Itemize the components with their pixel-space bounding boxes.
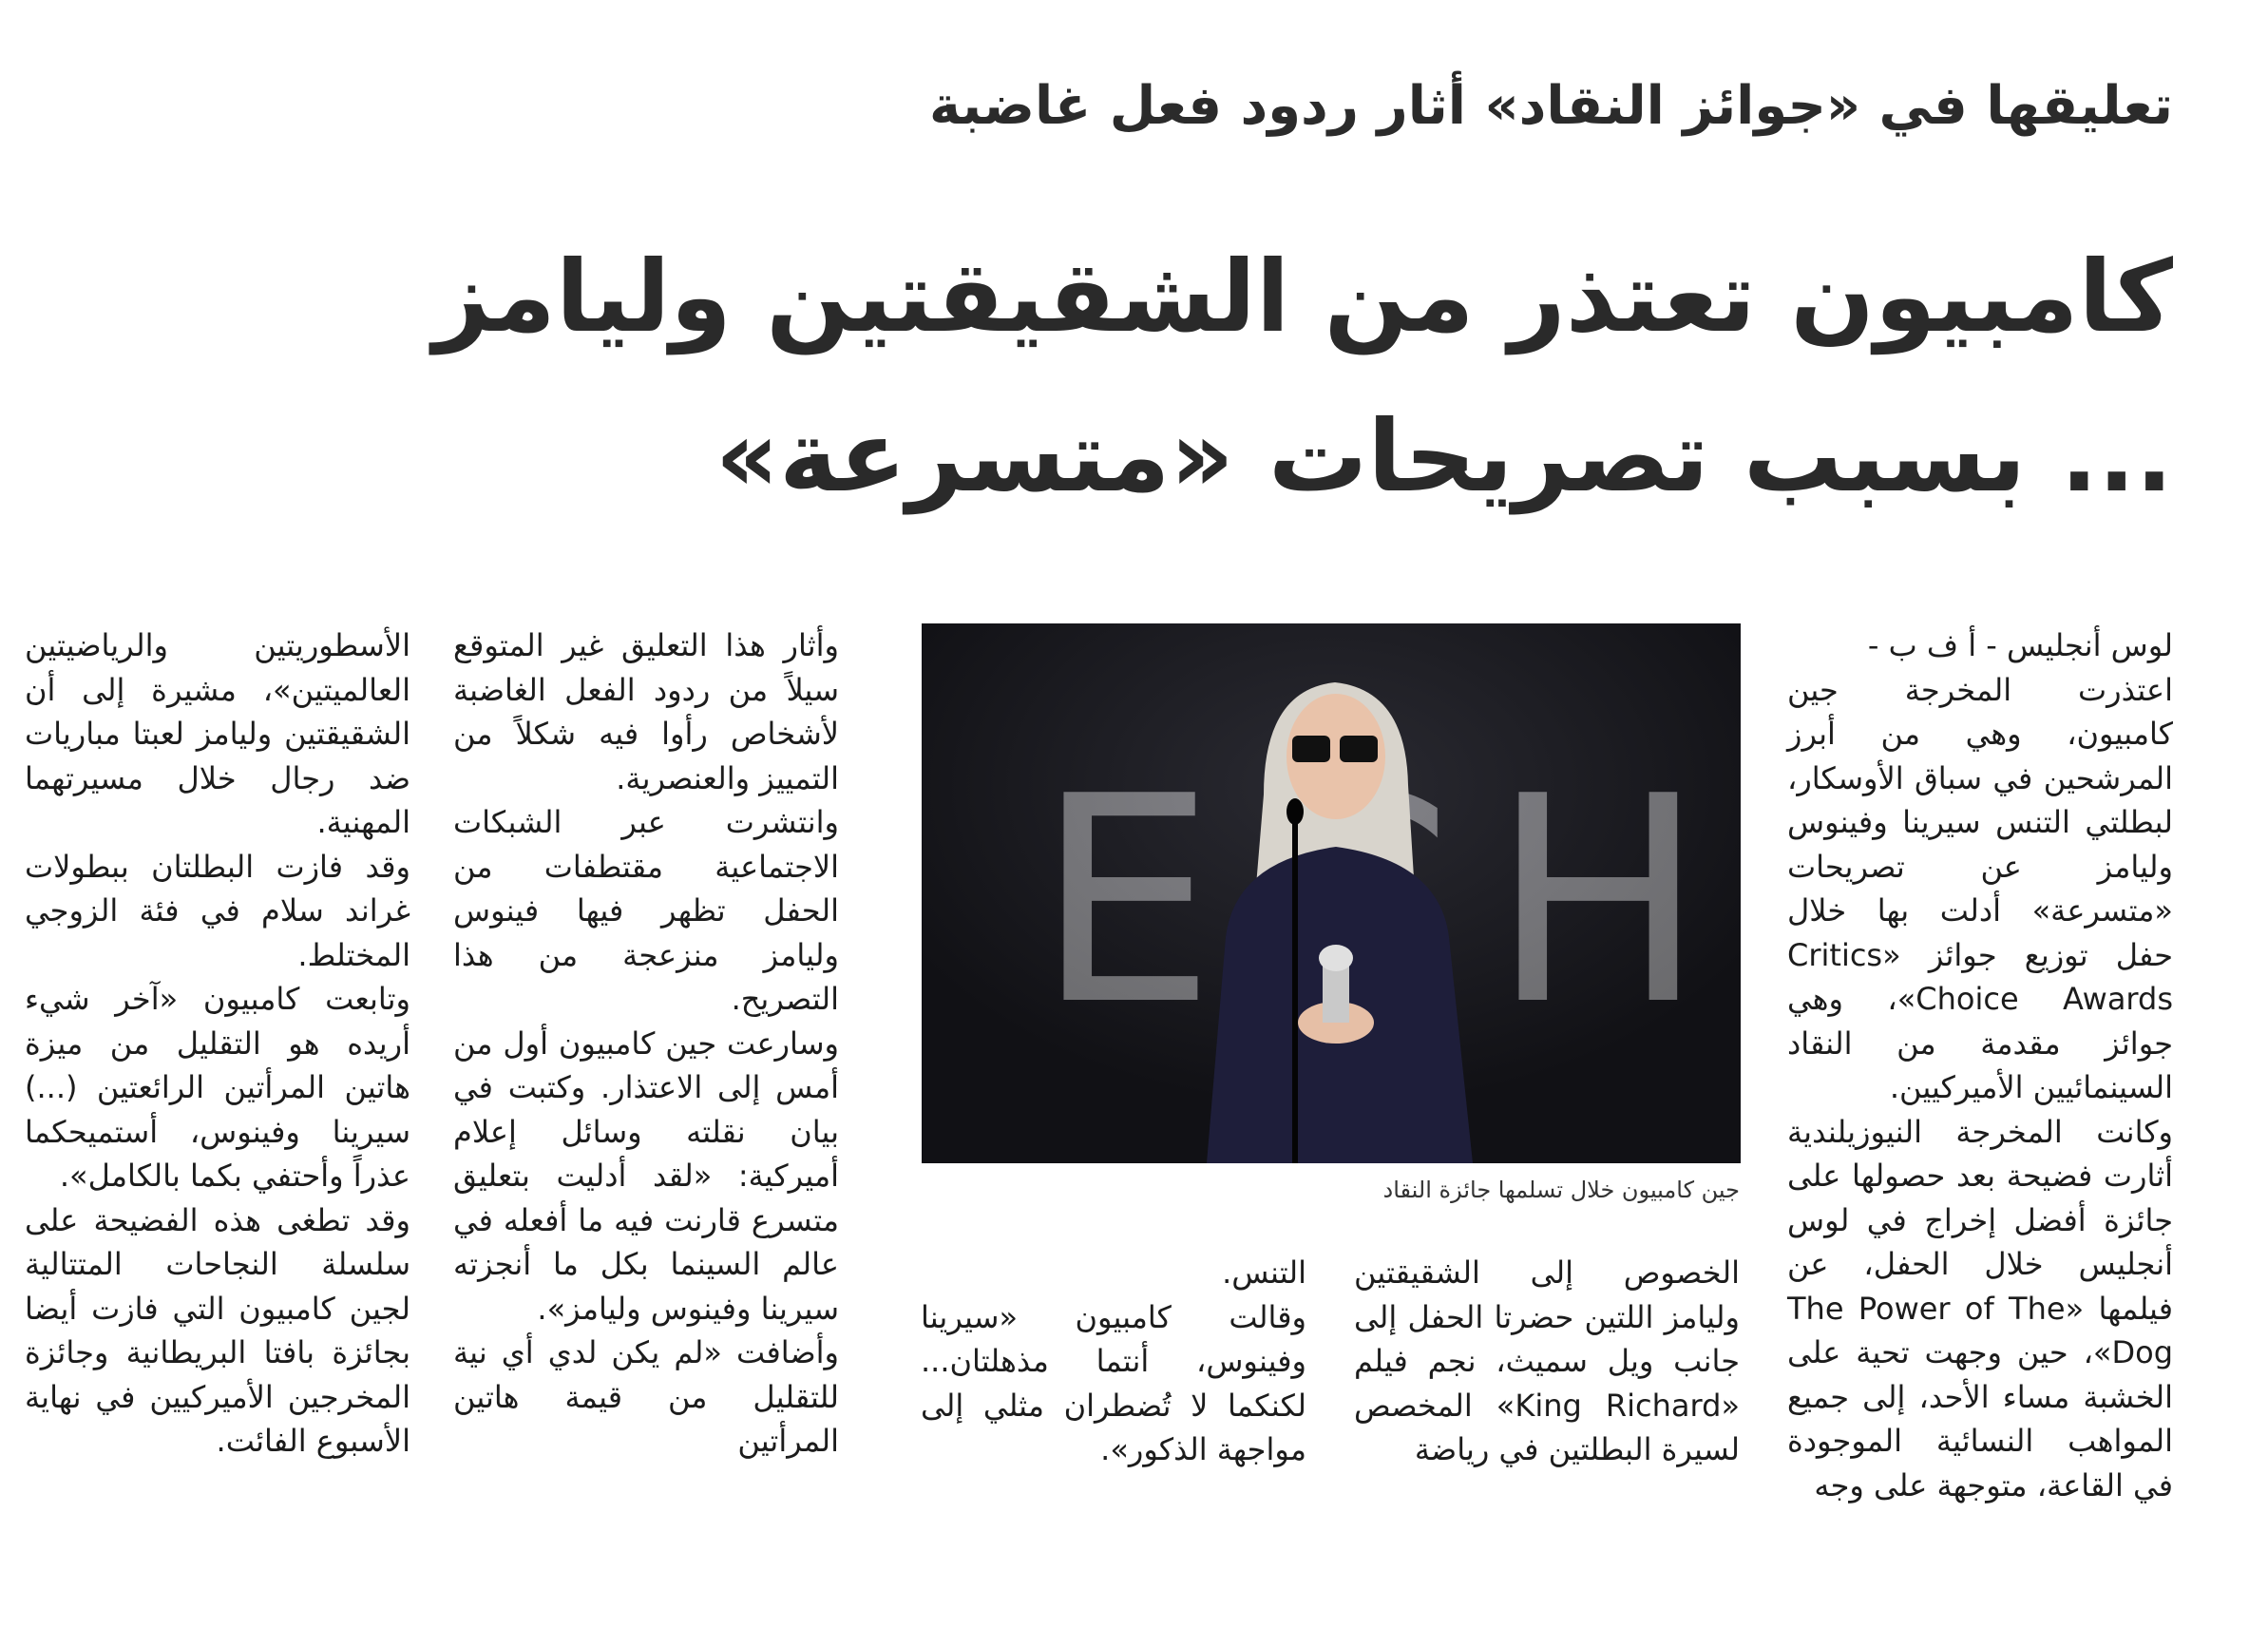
kicker-headline: تعليقها في «جوائز النقاد» أثار ردود فعل غاضبة: [929, 75, 2173, 137]
article-column-3: [921, 1251, 1306, 1472]
paragraph: الخصوص إلى الشقيقتين وليامز اللتين حضرتا الحفل إلى جانب ويل سميث، نجم فيلم «King Richard» المخصص لسيرة البطلتين في رياضة: [1354, 1254, 1741, 1467]
paragraph: الأسطوريتين والرياضيتين العالميتين»، مشيرة إلى أن الشقيقتين وليامز لعبتا مباريات ضد رجال خلال مسيرتهما المهنية.: [25, 627, 410, 840]
paragraph: وأثار هذا التعليق غير المتوقع سيلاً من ردود الفعل الغاضبة لأشخاص رأوا فيه شكلاً من التمييز والعنصرية.: [453, 627, 839, 796]
article-column-4: [453, 623, 839, 1464]
paragraph: التنس. وقالت كامبيون «سيرينا وفينوس، أنتما مذهلتان... لكنكما لا تُضطران مثلي إلى مواجهة الذكور».: [921, 1254, 1306, 1467]
photo-caption: جين كامبيون خلال تسلمها جائزة النقاد: [1382, 1177, 1740, 1203]
paragraph: وسارعت جين كامبيون أول من أمس إلى الاعتذار. وكتبت في بيان نقلته وسائل إعلام أميركية: «لقد أدليت بتعليق متسرع قارنت فيه ما أفعله في عالم السينما بكل ما أنجزته سيرينا وفينوس وليامز».: [453, 1025, 839, 1327]
paragraph: وكانت المخرجة النيوزيلندية أثارت فضيحة بعد حصولها على جائزة أفضل إخراج في لوس أنجليس خلال الحفل، عن فيلمها «The Power of The Dog»، حين وجهت تحية على الخشبة مساء الأحد، إلى جميع المواهب النسائية الموجودة في القاعة، متوجهة على وجه: [1787, 1113, 2173, 1503]
paragraph: وقد فازت البطلتان ببطولات غراند سلام في فئة الزوجي المختلط.: [25, 848, 410, 973]
article-column-2: [1354, 1251, 1740, 1472]
main-headline: [83, 217, 2173, 536]
dateline: لوس أنجليس - أ ف ب -: [1867, 627, 2173, 663]
paragraph: وتابعت كامبيون «آخر شيء أريده هو التقليل من ميزة هاتين المرأتين الرائعتين (...) سيرينا وفينوس، أستميحكما عذراً وأحتفي بكما بالكامل».: [25, 981, 410, 1194]
paragraph: اعتذرت المخرجة جين كامبيون، وهي من أبرز المرشحين في سباق الأوسكار، لبطلتي التنس سيرينا وفينوس وليامز عن تصريحات «متسرعة» أدلت بها خلال حفل توزيع جوائز «Critics Choice Awards»، وهي جوائز مقدمة من النقاد السينمائيين الأميركيين.: [1787, 671, 2174, 1105]
headline-line-2: ... بسبب تصريحات «متسرعة»: [715, 398, 2173, 514]
headline-line-1: كامبيون تعتذر من الشقيقتين وليامز: [432, 239, 2173, 354]
paragraph: وقد تطغى هذه الفضيحة على سلسلة النجاحات المتتالية لجين كامبيون التي فازت أيضا بجائزة بافتا البريطانية وجائزة المخرجين الأميركيين في نهاية الأسبوع الفائت.: [25, 1201, 410, 1459]
paragraph: وأضافت «لم يكن لدي أي نية للتقليل من قيمة هاتين المرأتين: [453, 1334, 839, 1459]
article-photo: [922, 623, 1741, 1163]
article-column-5: [25, 623, 410, 1464]
photo-figure: [922, 623, 1741, 1163]
article-column-1: [1787, 623, 2173, 1507]
paragraph: وانتشرت عبر الشبكات الاجتماعية مقتطفات من الحفل تظهر فيها فينوس وليامز منزعجة من هذا التصريح.: [453, 804, 839, 1017]
